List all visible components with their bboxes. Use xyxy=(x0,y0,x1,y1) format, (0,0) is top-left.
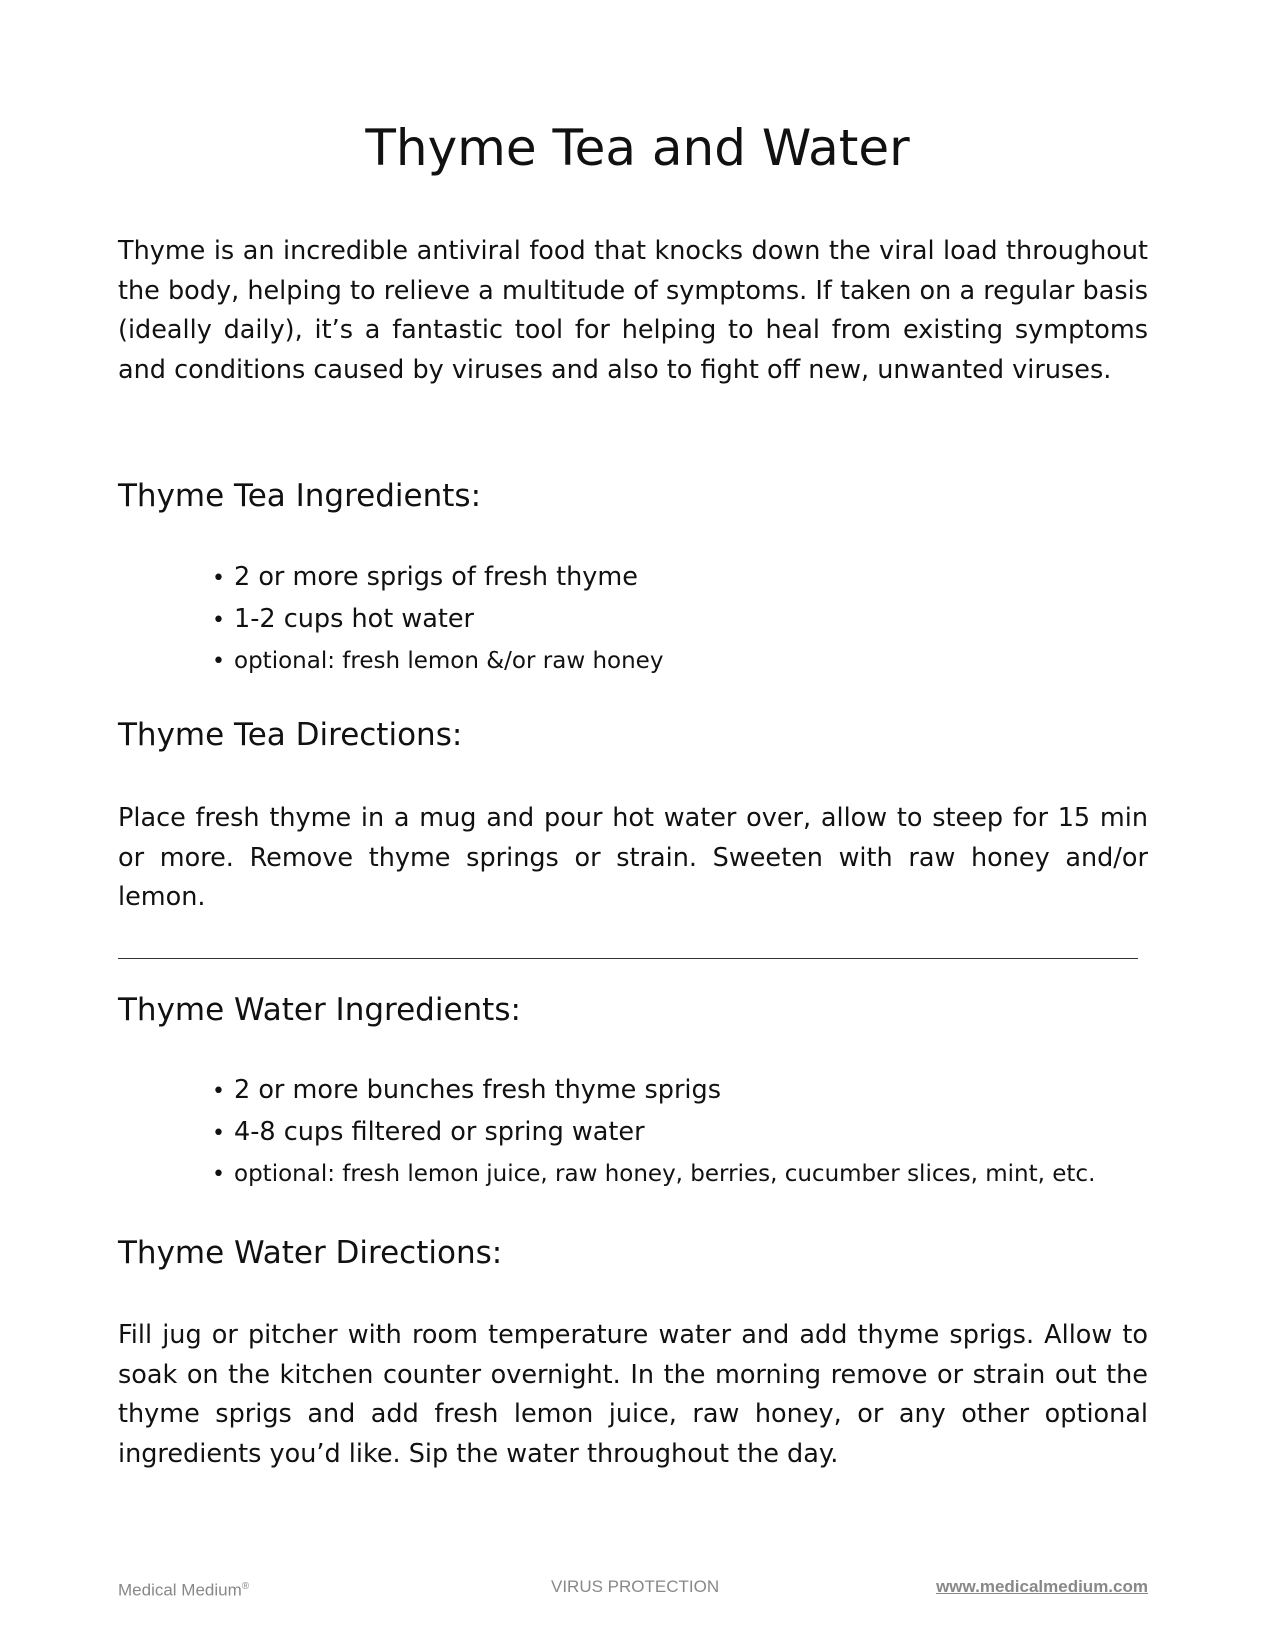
footer-section: VIRUS PROTECTION xyxy=(551,1577,720,1596)
water-ingredients-list xyxy=(212,1070,1095,1195)
list-item xyxy=(212,1112,1095,1154)
bullet-icon: • xyxy=(212,566,225,591)
tea-ingredients-list xyxy=(212,557,663,682)
bullet-icon: • xyxy=(212,1162,225,1187)
page-title: Thyme Tea and Water xyxy=(365,119,910,177)
footer-brand-text: Medical Medium xyxy=(118,1580,242,1600)
tea-directions-paragraph: Place fresh thyme in a mug and pour hot water over, allow to steep for 15 min or more. Remove thyme springs or strain. Sweeten with raw honey and/or lemon. xyxy=(118,803,1148,912)
ingredient-text: 2 or more bunches fresh thyme sprigs xyxy=(234,1075,721,1105)
water-directions-paragraph: Fill jug or pitcher with room temperature water and add thyme sprigs. Allow to soak on the kitchen counter overnight. In the morning remove or strain out the thyme sprigs and add fresh lemon juice, raw honey, or any other optional ingredients you’d like. Sip the water throughout the day. xyxy=(118,1320,1148,1469)
footer-brand xyxy=(118,1577,249,1601)
ingredient-text: 2 or more sprigs of fresh thyme xyxy=(234,562,638,592)
list-item xyxy=(212,1154,1095,1195)
registered-mark: ® xyxy=(241,1581,250,1592)
intro-paragraph: Thyme is an incredible antiviral food that knocks down the viral load throughout the body, helping to relieve a multitude of symptoms. If taken on a regular basis (ideally daily), it’s a fantastic tool for helping to heal from existing symptoms and conditions caused by viruses and also to fight off new, unwanted viruses. xyxy=(118,236,1148,385)
ingredient-text: 1-2 cups hot water xyxy=(234,604,475,634)
ingredient-text: optional: fresh lemon &/or raw honey xyxy=(234,648,664,674)
list-item xyxy=(212,599,663,641)
bullet-icon: • xyxy=(212,1079,225,1104)
list-item xyxy=(212,557,663,599)
water-ingredients-heading: Thyme Water Ingredients: xyxy=(118,992,521,1028)
water-directions-heading: Thyme Water Directions: xyxy=(118,1235,503,1271)
ingredient-text: 4-8 cups filtered or spring water xyxy=(234,1117,645,1147)
tea-ingredients-heading: Thyme Tea Ingredients: xyxy=(118,478,482,514)
bullet-icon: • xyxy=(212,1121,225,1146)
section-divider xyxy=(118,958,1138,959)
bullet-icon: • xyxy=(212,649,225,674)
tea-directions-heading: Thyme Tea Directions: xyxy=(118,717,463,753)
footer-website-link[interactable]: www.medicalmedium.com xyxy=(936,1577,1148,1596)
bullet-icon: • xyxy=(212,608,225,633)
ingredient-text: optional: fresh lemon juice, raw honey, berries, cucumber slices, mint, etc. xyxy=(234,1161,1096,1187)
list-item xyxy=(212,1070,1095,1112)
list-item xyxy=(212,641,663,682)
